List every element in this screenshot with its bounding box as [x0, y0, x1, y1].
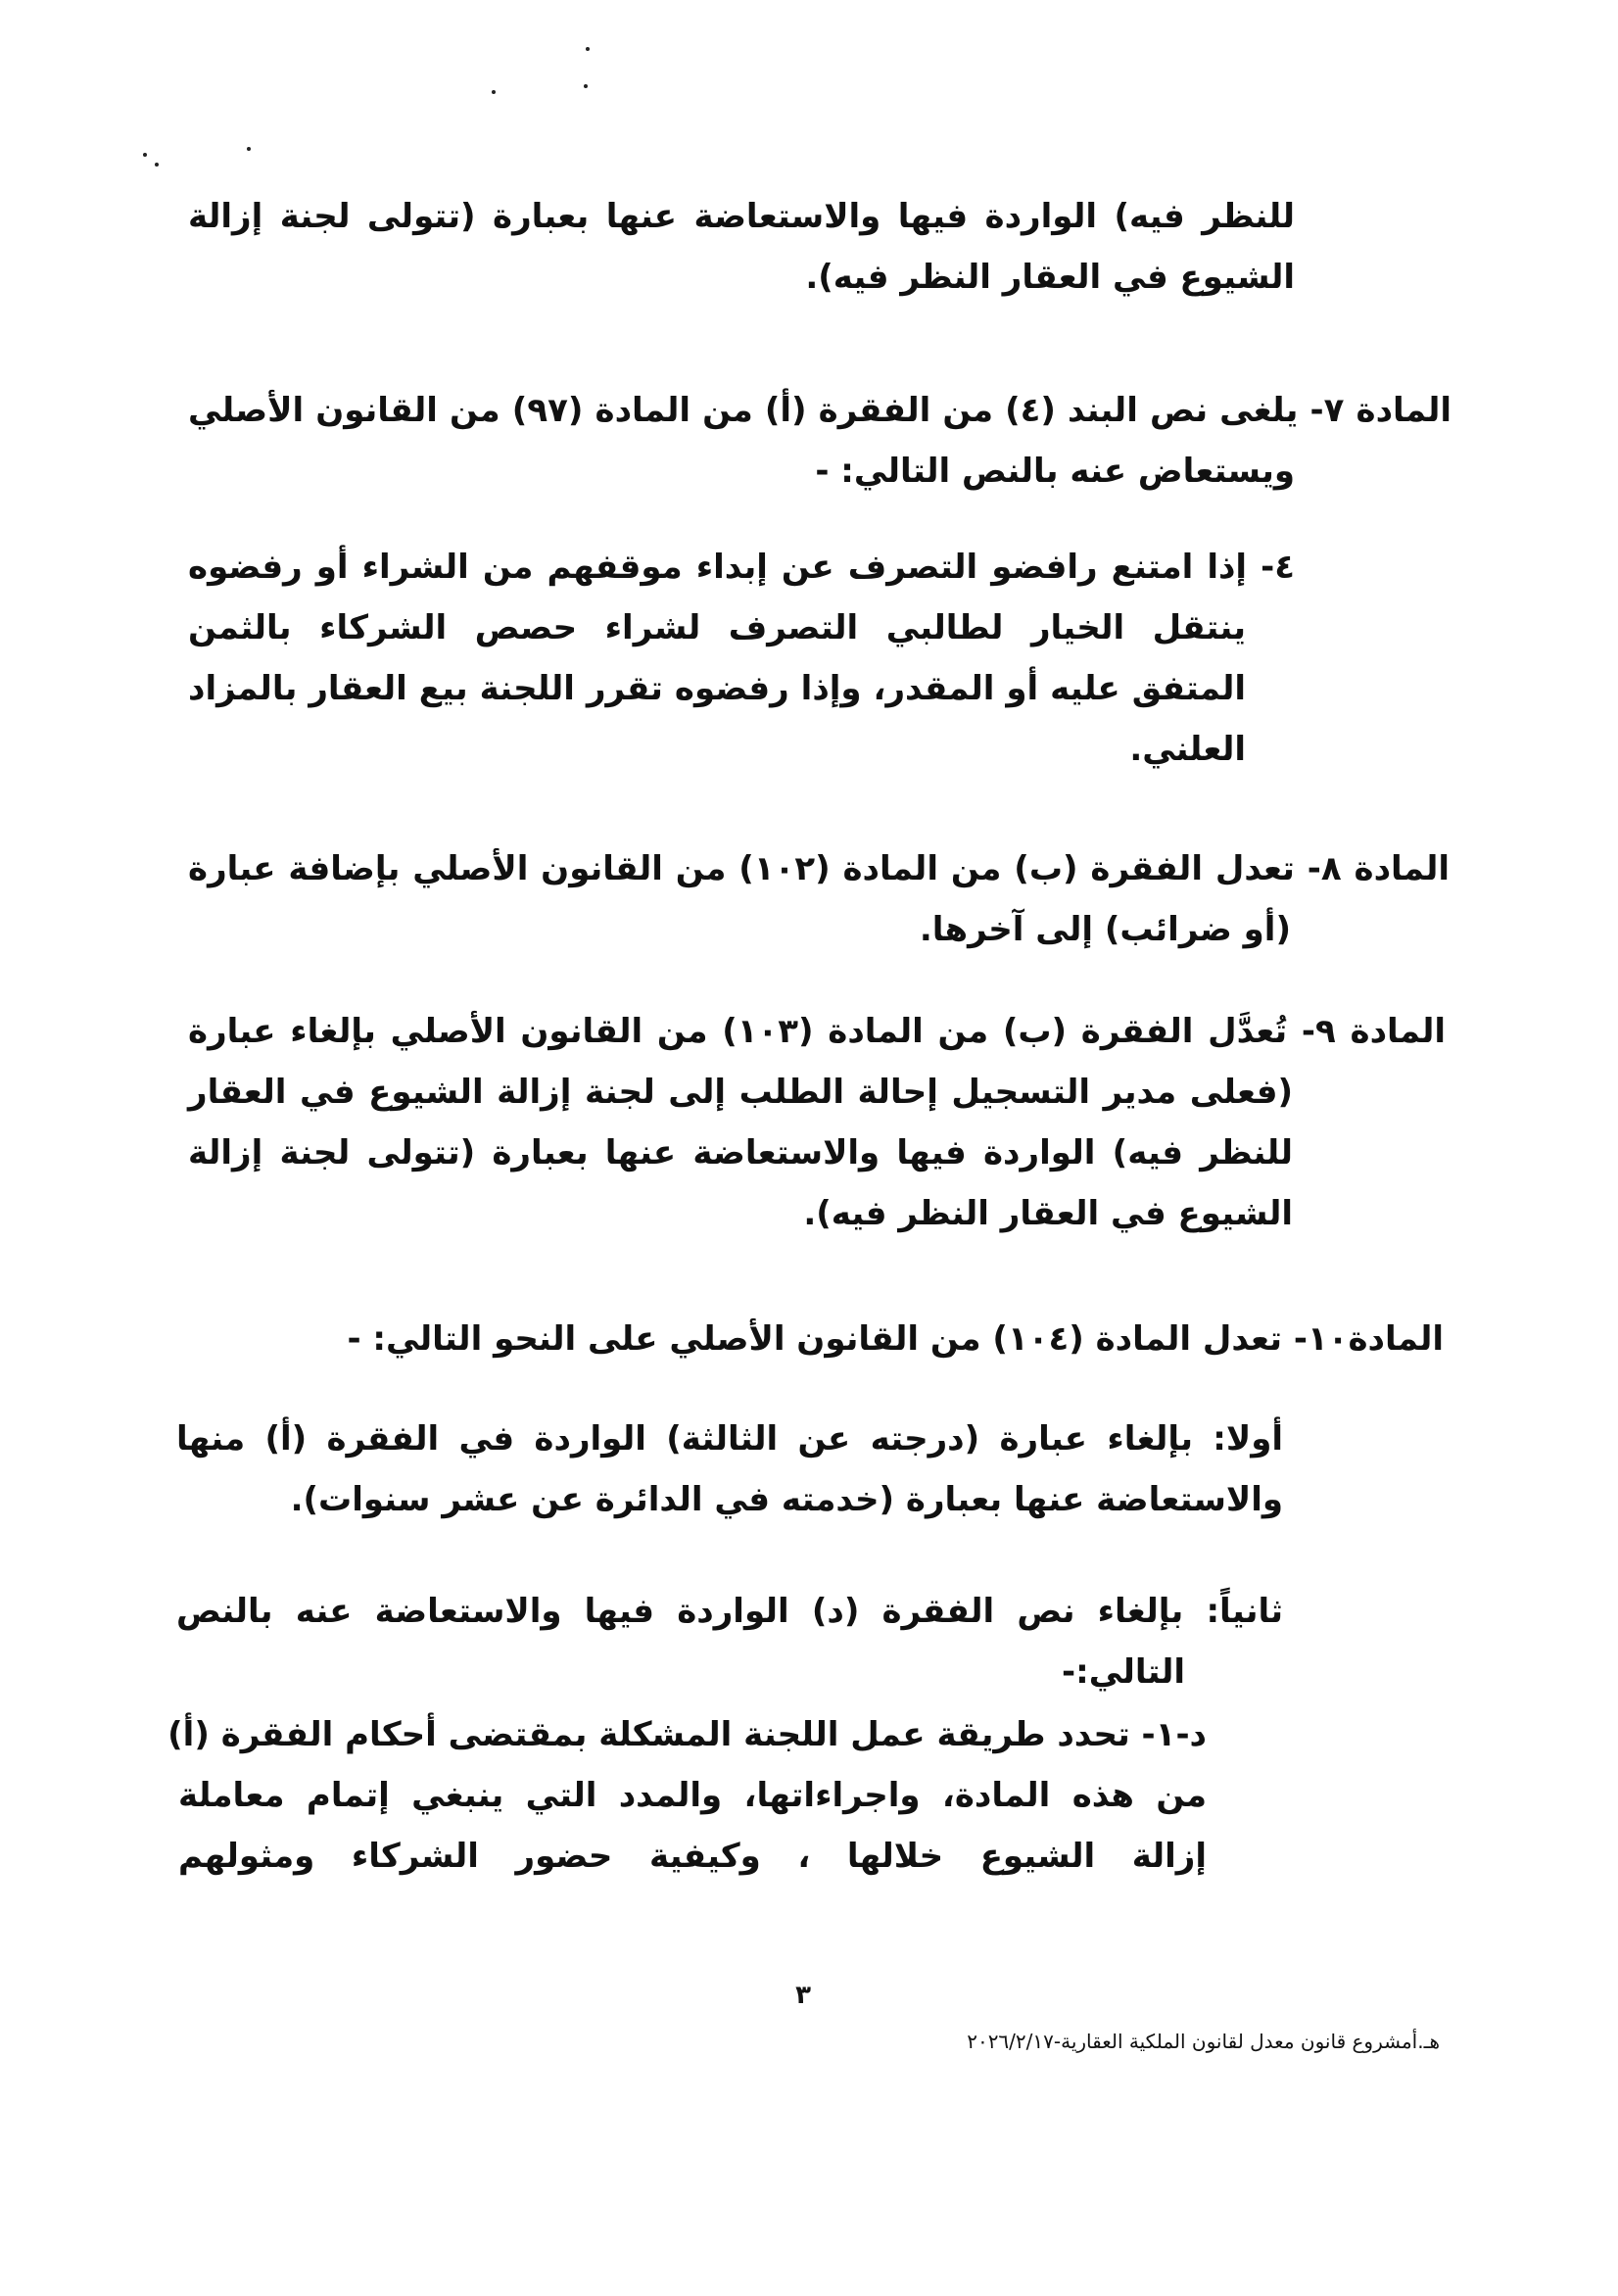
- text-line: أولا: بإلغاء عبارة (درجته عن الثالثة) الواردة في الفقرة (أ) منها: [176, 1419, 1283, 1459]
- text-line: التالي:-: [1062, 1652, 1185, 1692]
- text-line: ويستعاض عنه بالنص التالي: -: [815, 452, 1295, 491]
- text-line: (أو ضرائب) إلى آخرها.: [919, 910, 1291, 949]
- text-line: الشيوع في العقار النظر فيه).: [805, 258, 1295, 297]
- text-line: ثانياً: بإلغاء نص الفقرة (د) الواردة فيها والاستعاضة عنه بالنص: [176, 1592, 1283, 1631]
- article-8-heading: المادة ٨- تعدل الفقرة (ب) من المادة (١٠٢) من القانون الأصلي بإضافة عبارة: [188, 849, 1451, 888]
- continuation-paragraph: [188, 186, 1295, 308]
- text-line: ٤- إذا امتنع رافضو التصرف عن إبداء موقفهم من الشراء أو رفضوه: [188, 548, 1295, 587]
- document-footer: هـ.أمشروع قانون معدل لقانون الملكية العقارية-٢٠٢٦/٢/١٧: [967, 2030, 1440, 2053]
- text-line: للنظر فيه) الواردة فيها والاستعاضة عنها بعبارة (تتولى لجنة إزالة: [188, 197, 1295, 236]
- text-line: للنظر فيه) الواردة فيها والاستعاضة عنها بعبارة (تتولى لجنة إزالة: [188, 1133, 1293, 1172]
- text-line: الشيوع في العقار النظر فيه).: [803, 1194, 1293, 1233]
- item-second: [176, 1581, 1283, 1702]
- page-number: ٣: [795, 1981, 811, 2010]
- article-8: [188, 838, 1450, 960]
- article-9: [188, 1001, 1446, 1244]
- item-d1: [167, 1704, 1207, 1887]
- article-7-item-4: [188, 537, 1295, 780]
- text-line: العلني.: [1129, 730, 1246, 769]
- text-line: المتفق عليه أو المقدر، وإذا رفضوه تقرر اللجنة بيع العقار بالمزاد: [188, 669, 1246, 708]
- text-line: والاستعاضة عنها بعبارة (خدمته في الدائرة عن عشر سنوات).: [290, 1480, 1283, 1519]
- text-line: (فعلى مدير التسجيل إحالة الطلب إلى لجنة إزالة الشيوع في العقار: [188, 1073, 1293, 1112]
- item-first: [176, 1409, 1283, 1530]
- text-line: ينتقل الخيار لطالبي التصرف لشراء حصص الشركاء بالثمن: [188, 608, 1246, 647]
- article-10: [188, 1309, 1444, 1369]
- article-7: [188, 380, 1451, 502]
- text-line: من هذه المادة، واجراءاتها، والمدد التي ينبغي إتمام معاملة: [178, 1776, 1207, 1815]
- article-7-heading: المادة ٧- يلغى نص البند (٤) من الفقرة (أ) من المادة (٩٧) من القانون الأصلي: [188, 391, 1452, 430]
- article-9-heading: المادة ٩- تُعدَّل الفقرة (ب) من المادة (١٠٣) من القانون الأصلي بإلغاء عبارة: [188, 1012, 1447, 1051]
- article-10-heading: المادة١٠- تعدل المادة (١٠٤) من القانون الأصلي على النحو التالي: -: [347, 1319, 1444, 1359]
- text-line: د-١- تحدد طريقة عمل اللجنة المشكلة بمقتضى أحكام الفقرة (أ): [167, 1715, 1207, 1754]
- text-line: إزالة الشيوع خلالها ، وكيفية حضور الشركاء ومثولهم: [178, 1837, 1207, 1876]
